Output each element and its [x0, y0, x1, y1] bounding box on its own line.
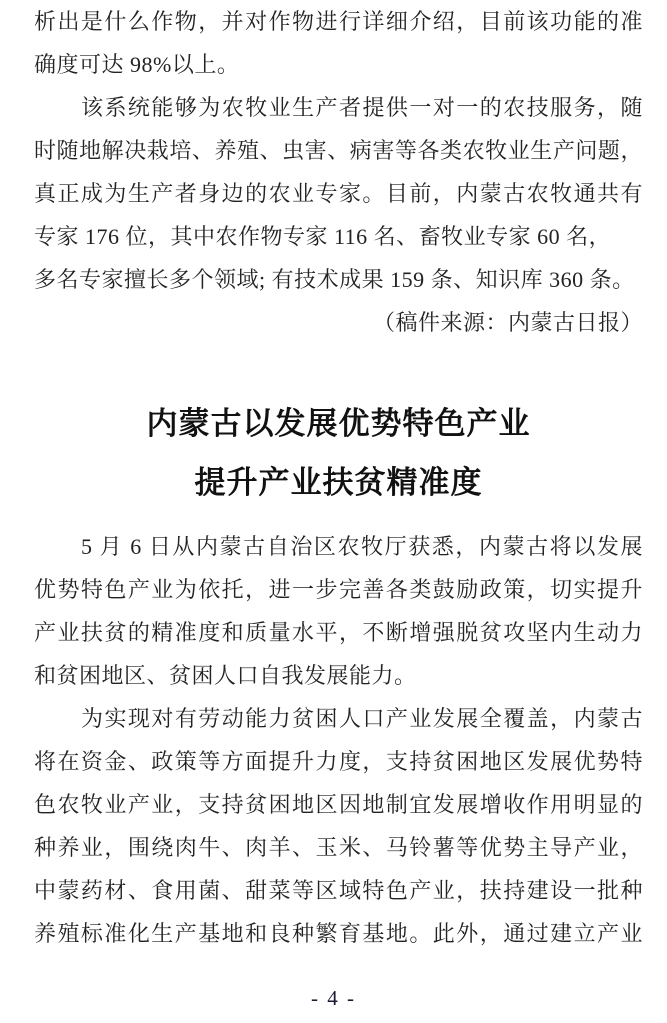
- article-body: [34, 525, 643, 955]
- text-line: 5 月 6 日从内蒙古自治区农牧厅获悉，内蒙古将以发展: [81, 534, 643, 559]
- text-line: 养殖标准化生产基地和良种繁育基地。此外，通过建立产业: [34, 921, 643, 946]
- text-line: 为实现对有劳动能力贫困人口产业发展全覆盖，内蒙古: [81, 706, 643, 731]
- text-line: 析出是什么作物，并对作物进行详细介绍，目前该功能的准: [34, 9, 643, 34]
- text-line: 确度可达 98%以上。: [34, 52, 240, 77]
- text-line: 色农牧业产业，支持贫困地区因地制宜发展增收作用明显的: [34, 792, 643, 817]
- text-line: 种养业，围绕肉牛、肉羊、玉米、马铃薯等优势主导产业，: [34, 835, 643, 860]
- text-line: 专家 176 位，其中农作物专家 116 名、畜牧业专家 60 名，: [34, 224, 612, 249]
- text-line: 时随地解决栽培、养殖、虫害、病害等各类农牧业生产问题，: [34, 138, 643, 163]
- article-title-line2: 提升产业扶贫精准度: [194, 465, 483, 500]
- text-line: 将在资金、政策等方面提升力度，支持贫困地区发展优势特: [34, 749, 643, 774]
- text-line: 真正成为生产者身边的农业专家。目前，内蒙古农牧通共有: [34, 181, 643, 206]
- source-attribution: （稿件来源：内蒙古日报）: [372, 310, 643, 335]
- page-number: - 4 -: [311, 986, 356, 1010]
- text-line: 和贫困地区、贫困人口自我发展能力。: [34, 663, 417, 688]
- text-line: 中蒙药材、食用菌、甜菜等区域特色产业，扶持建设一批种: [34, 878, 643, 903]
- text-line: 多名专家擅长多个领域; 有技术成果 159 条、知识库 360 条。: [34, 267, 635, 292]
- article-title-line1: 内蒙古以发展优势特色产业: [146, 406, 531, 441]
- text-line: 优势特色产业为依托，进一步完善各类鼓励政策，切实提升: [34, 577, 643, 602]
- text-line: 该系统能够为农牧业生产者提供一对一的农技服务，随: [81, 95, 643, 120]
- previous-article-body: [34, 0, 643, 344]
- text-line: 产业扶贫的精准度和质量水平，不断增强脱贫攻坚内生动力: [34, 620, 643, 645]
